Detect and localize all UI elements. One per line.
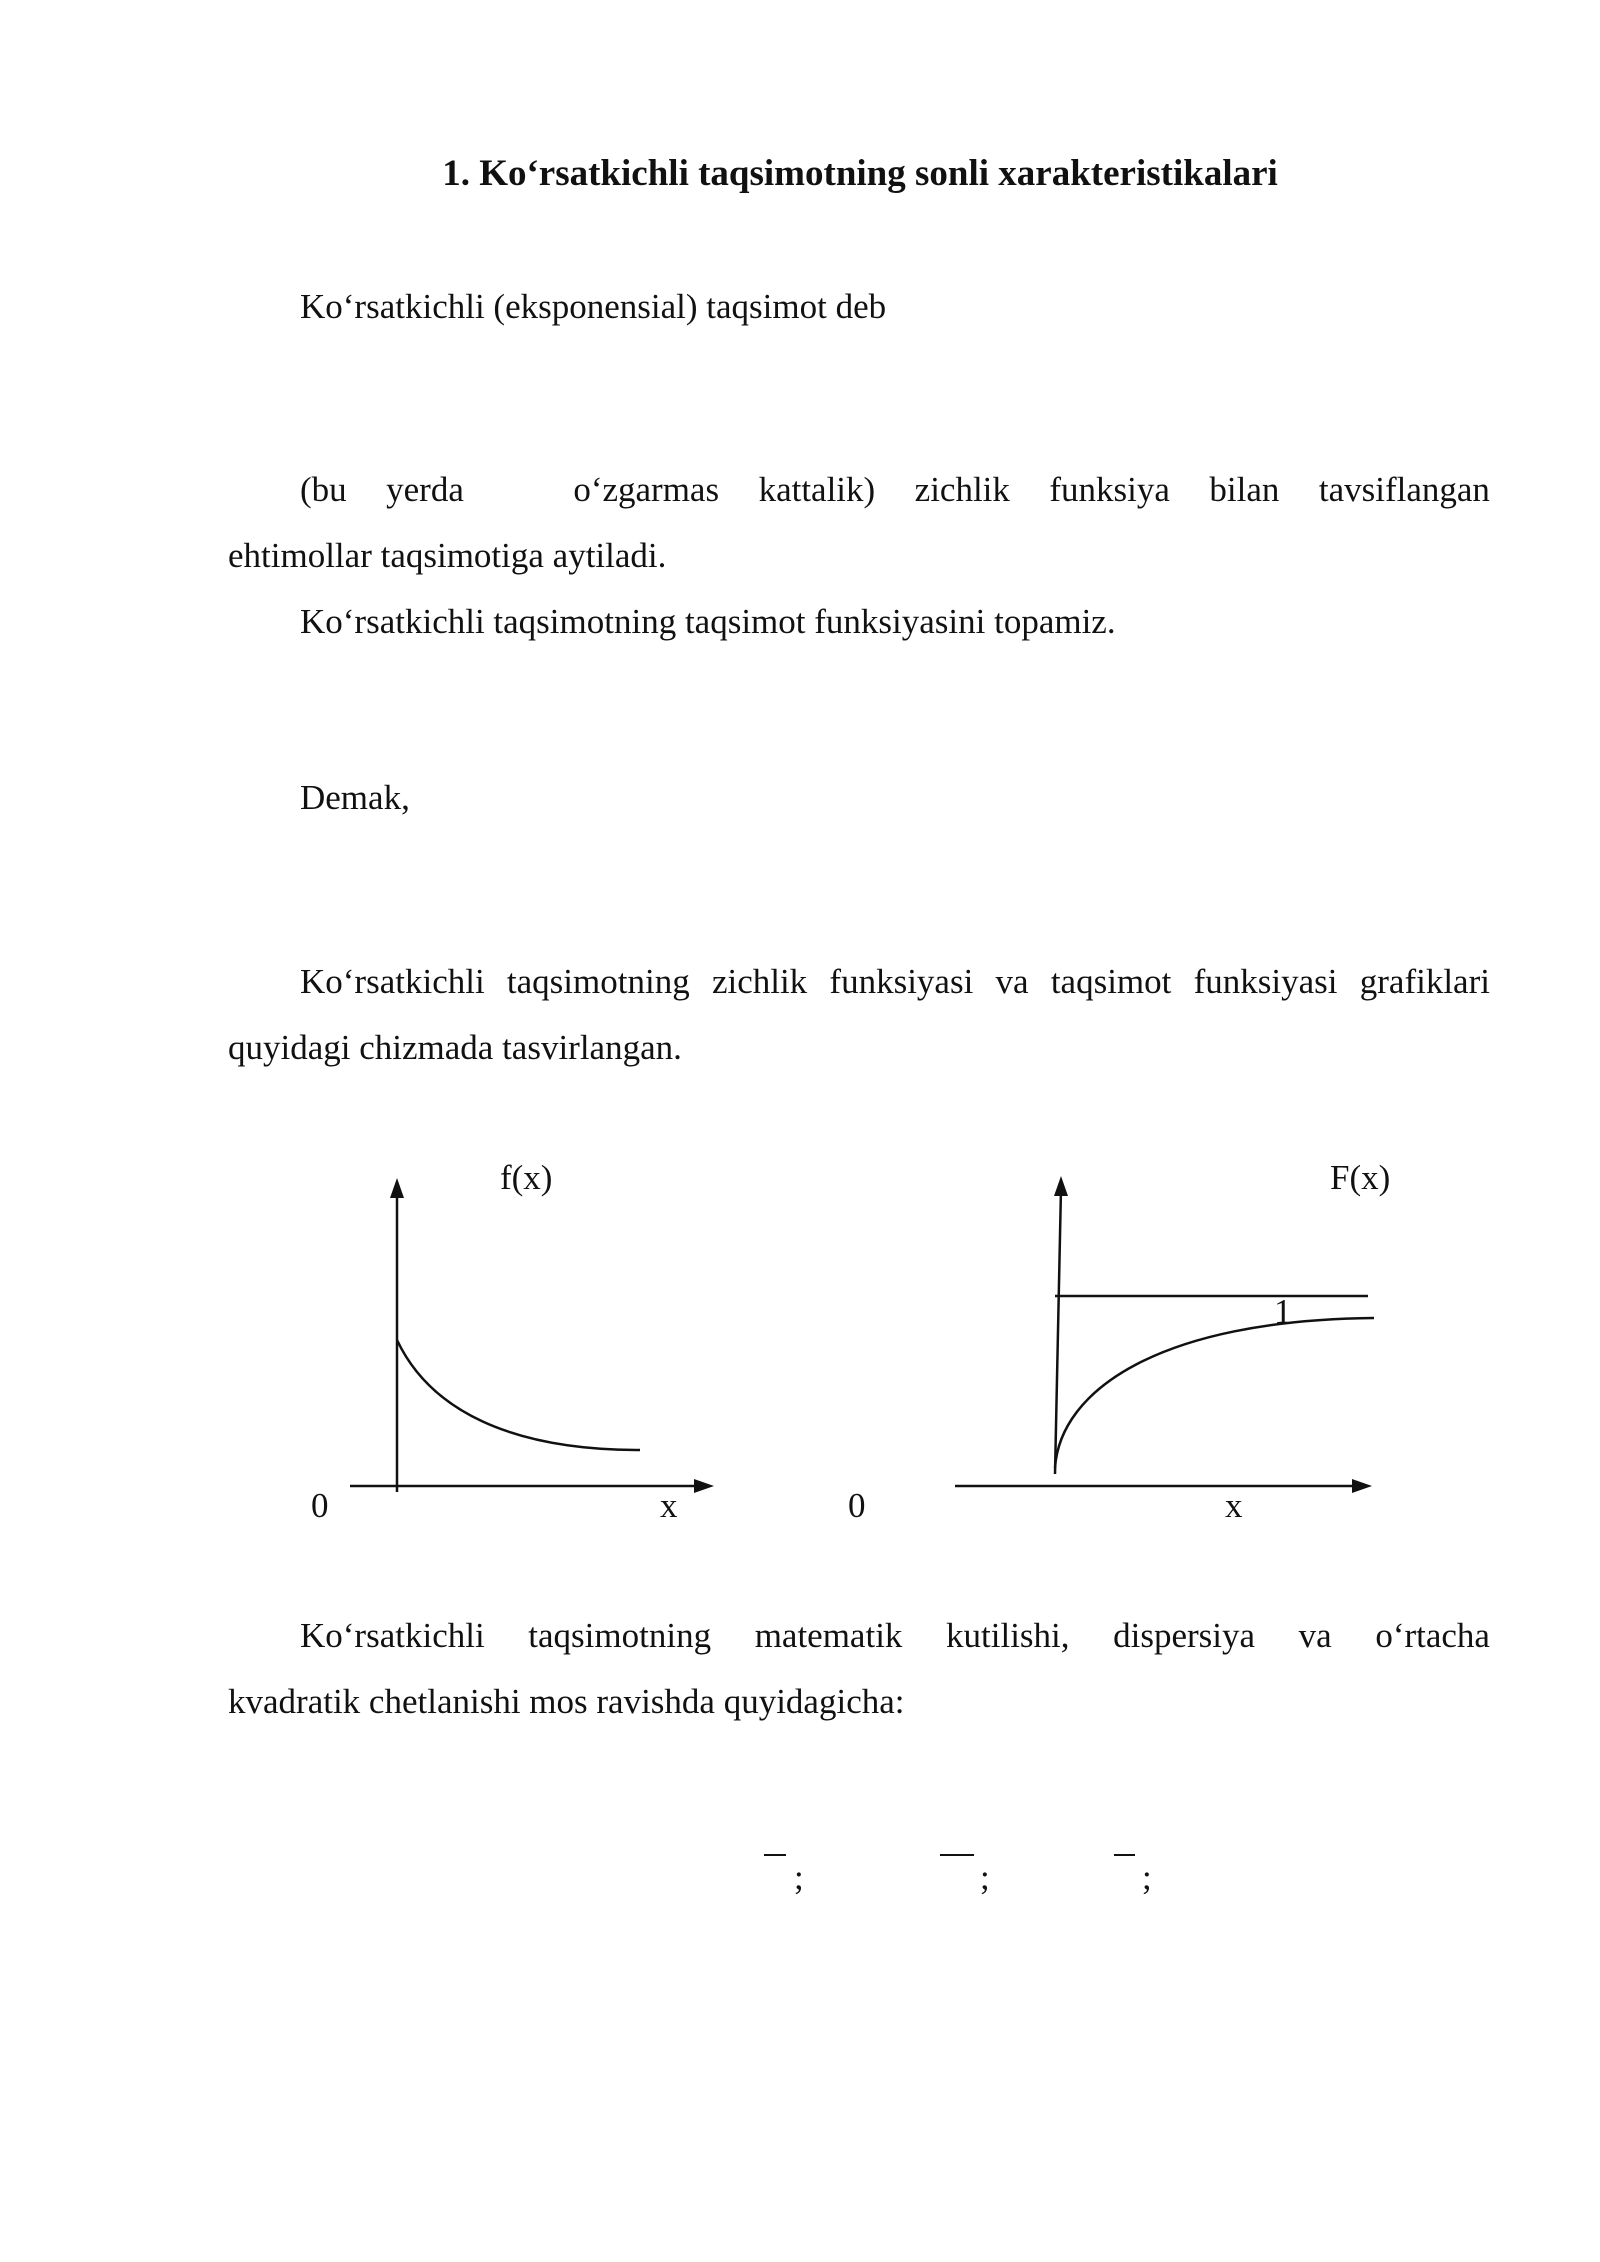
- distribution-function-intro: Ko‘rsatkichli taqsimotning taqsimot funksiyasini topamiz.: [300, 602, 1116, 641]
- word: (bu: [300, 470, 347, 509]
- word: Ko‘rsatkichli: [300, 962, 485, 1001]
- word: taqsimotning: [528, 1616, 712, 1655]
- distribution-origin-label: 0: [848, 1486, 866, 1525]
- word: Ko‘rsatkichli: [300, 1616, 485, 1655]
- density-x-label: x: [660, 1486, 678, 1525]
- distribution-y-label: F(x): [1330, 1158, 1391, 1197]
- asymptote-label: 1: [1274, 1292, 1292, 1331]
- word: yerda: [386, 470, 464, 509]
- formula-separator: ;: [1142, 1858, 1152, 1897]
- word: o‘zgarmas: [573, 470, 720, 509]
- word: tavsiflangan: [1318, 470, 1490, 509]
- section-heading: 1. Ko‘rsatkichli taqsimotning sonli xarakteristikalari: [442, 153, 1278, 194]
- word: funksiya: [1049, 470, 1170, 509]
- word: va: [995, 962, 1029, 1001]
- conclusion-word: Demak,: [300, 778, 410, 817]
- distribution-x-label: x: [1225, 1486, 1243, 1525]
- density-origin-label: 0: [311, 1486, 329, 1525]
- definition-end-line: ehtimollar taqsimotiga aytiladi.: [228, 536, 667, 575]
- word: o‘rtacha: [1375, 1616, 1490, 1655]
- word: grafiklari: [1359, 962, 1490, 1001]
- formula-separator: ;: [980, 1858, 990, 1897]
- word: funksiyasi: [829, 962, 974, 1001]
- formula-separator: ;: [794, 1858, 804, 1897]
- word: zichlik: [914, 470, 1010, 509]
- definition-paragraph: Ko‘rsatkichli (eksponensial) taqsimot deb: [300, 287, 887, 326]
- word: va: [1298, 1616, 1332, 1655]
- density-y-label: f(x): [500, 1158, 553, 1197]
- moments-intro-end-line: kvadratik chetlanishi mos ravishda quyidagicha:: [228, 1682, 905, 1721]
- word: taqsimotning: [506, 962, 690, 1001]
- word: taqsimot: [1050, 962, 1172, 1001]
- word: dispersiya: [1113, 1616, 1256, 1655]
- word: kattalik): [758, 470, 876, 509]
- word: bilan: [1209, 470, 1280, 509]
- graphs-intro-end-line: quyidagi chizmada tasvirlangan.: [228, 1028, 682, 1067]
- word: funksiyasi: [1193, 962, 1338, 1001]
- word: zichlik: [711, 962, 808, 1001]
- word: kutilishi,: [946, 1616, 1070, 1655]
- word: matematik: [754, 1616, 903, 1655]
